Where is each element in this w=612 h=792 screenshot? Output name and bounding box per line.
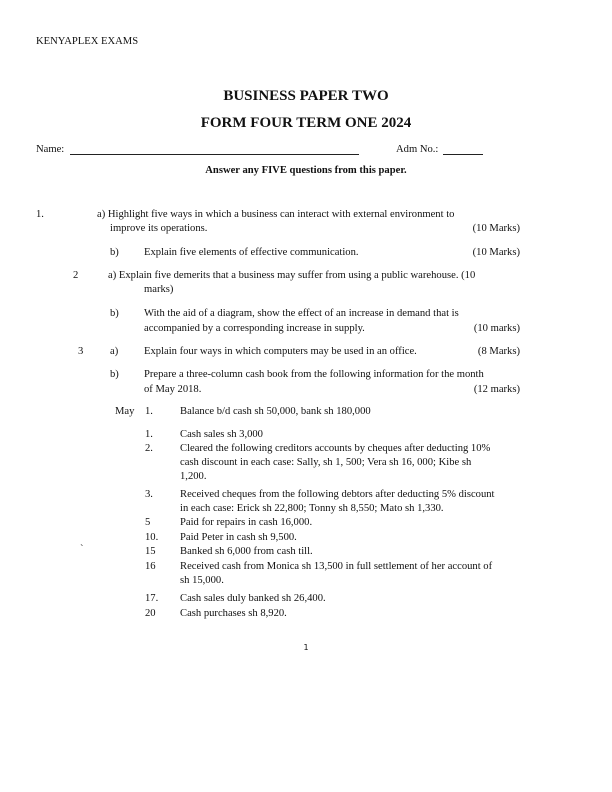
marks: (8 Marks): [477, 346, 520, 357]
entry-day: 1.: [145, 406, 153, 417]
adm-field: [443, 154, 483, 155]
entry-text: Paid for repairs in cash 16,000.: [180, 517, 313, 528]
question-text: Explain four ways in which computers may be used in an office.: [144, 346, 417, 357]
question-text: Explain five elements of effective communication.: [144, 247, 359, 258]
name-label: Name:: [36, 144, 65, 155]
entry-text: Cleared the following creditors accounts by cheques after deducting 10%: [180, 443, 491, 454]
entry-text: Cash purchases sh 8,920.: [180, 608, 287, 619]
entry-day: 16: [145, 561, 156, 572]
entry-text: in each case: Erick sh 22,800; Tonny sh 8,550; Mato sh 1,330.: [180, 503, 444, 514]
question-text: With the aid of a diagram, show the effect of an increase in demand that is: [144, 308, 459, 319]
page-subtitle: FORM FOUR TERM ONE 2024: [200, 115, 412, 131]
marks: (10 Marks): [472, 223, 520, 234]
entry-day: 15: [145, 546, 156, 557]
entry-day: 3.: [145, 489, 153, 500]
instruction: Answer any FIVE questions from this paper.: [205, 165, 407, 176]
page-number: 1: [303, 643, 309, 652]
month-label: May: [115, 406, 135, 417]
adm-label: Adm No.:: [396, 144, 439, 155]
question-text: Prepare a three-column cash book from the following information for the month: [144, 369, 484, 380]
page-title: BUSINESS PAPER TWO: [223, 88, 389, 104]
question-text: marks): [144, 284, 174, 295]
marks: (12 marks): [473, 384, 520, 395]
entry-text: Received cheques from the following debtors after deducting 5% discount: [180, 489, 495, 500]
header-label: KENYAPLEX EXAMS: [36, 36, 139, 47]
stray-mark: `: [80, 544, 84, 555]
part-label: b): [110, 369, 119, 380]
question-text: improve its operations.: [110, 223, 208, 234]
question-text: a) Highlight five ways in which a business can interact with external environment to: [97, 209, 455, 220]
entry-text: 1,200.: [180, 471, 207, 482]
entry-text: Cash sales sh 3,000: [180, 429, 263, 440]
entry-text: cash discount in each case: Sally, sh 1, 500; Vera sh 16, 000; Kibe sh: [180, 457, 472, 468]
marks: (10 marks): [473, 323, 520, 334]
entry-text: Balance b/d cash sh 50,000, bank sh 180,000: [180, 406, 371, 417]
question-number: 1.: [36, 209, 44, 220]
entry-text: sh 15,000.: [180, 575, 224, 586]
entry-day: 2.: [145, 443, 153, 454]
entry-text: Cash sales duly banked sh 26,400.: [180, 593, 326, 604]
name-field: [70, 154, 359, 155]
part-label: b): [110, 308, 119, 319]
entry-day: 1.: [145, 429, 153, 440]
entry-text: Banked sh 6,000 from cash till.: [180, 546, 313, 557]
part-label: b): [110, 247, 119, 258]
entry-day: 17.: [145, 593, 159, 604]
question-number: 2: [73, 270, 79, 281]
entry-day: 10.: [145, 532, 159, 543]
question-text: a) Explain five demerits that a business may suffer from using a public warehouse. (10: [108, 270, 476, 281]
entry-day: 20: [145, 608, 156, 619]
question-text: of May 2018.: [144, 384, 202, 395]
entry-text: Paid Peter in cash sh 9,500.: [180, 532, 297, 543]
part-label: a): [110, 346, 119, 357]
entry-day: 5: [145, 517, 151, 528]
marks: (10 Marks): [472, 247, 520, 258]
entry-text: Received cash from Monica sh 13,500 in full settlement of her account of: [180, 561, 493, 572]
question-text: accompanied by a corresponding increase in supply.: [144, 323, 365, 334]
question-number: 3: [78, 346, 84, 357]
